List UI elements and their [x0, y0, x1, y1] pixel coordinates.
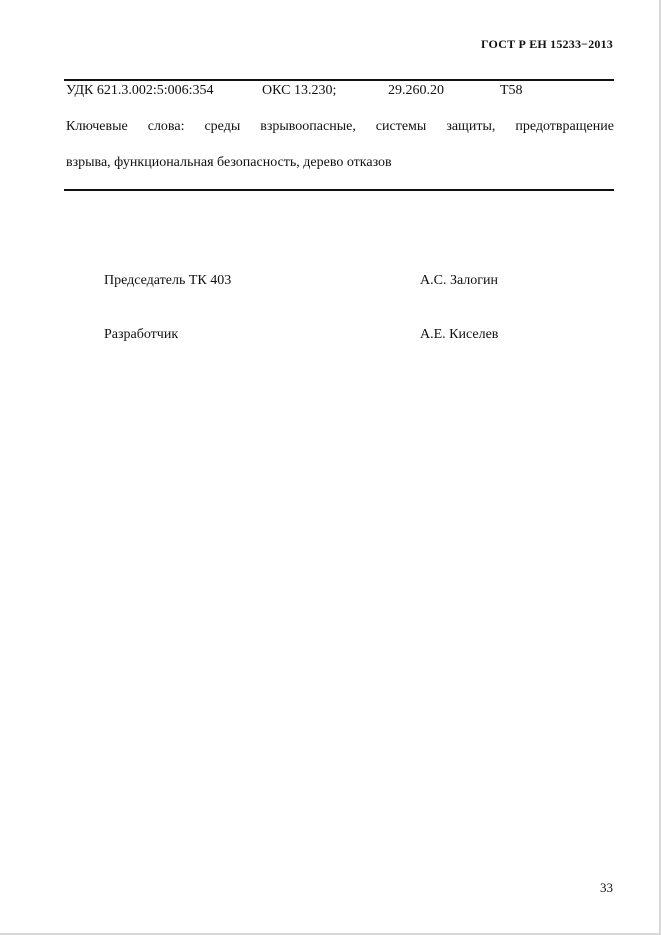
keyword-word: Ключевые — [66, 119, 128, 134]
standard-code-header: ГОСТ Р ЕН 15233−2013 — [481, 37, 613, 51]
keyword-word: слова: — [147, 119, 185, 134]
keywords-line-1 — [66, 119, 614, 135]
top-divider — [64, 79, 614, 81]
keywords-line-2: взрыва, функциональная безопасность, дерево отказов — [66, 155, 392, 170]
oks-code-secondary: 29.260.20 — [388, 83, 444, 98]
signature-role: Председатель ТК 403 — [104, 273, 232, 288]
bottom-divider — [64, 189, 614, 191]
classification-row — [66, 83, 614, 101]
signature-name: А.С. Залогин — [420, 273, 499, 288]
keyword-word: взрывоопасные, — [260, 119, 356, 134]
udk-code: УДК 621.3.002:5:006:354 — [66, 83, 214, 98]
signature-row-chairman — [104, 273, 524, 291]
signature-row-developer — [104, 327, 524, 345]
keyword-word: среды — [204, 119, 241, 134]
oks-code: ОКС 13.230; — [262, 83, 337, 98]
signature-name: А.Е. Киселев — [420, 327, 499, 342]
okstu-code: Т58 — [500, 83, 523, 98]
signature-role: Разработчик — [104, 327, 179, 342]
keyword-word: предотвращение — [515, 119, 614, 134]
keyword-word: системы — [375, 119, 427, 134]
keyword-word: защиты, — [446, 119, 496, 134]
page-number: 33 — [600, 880, 613, 895]
